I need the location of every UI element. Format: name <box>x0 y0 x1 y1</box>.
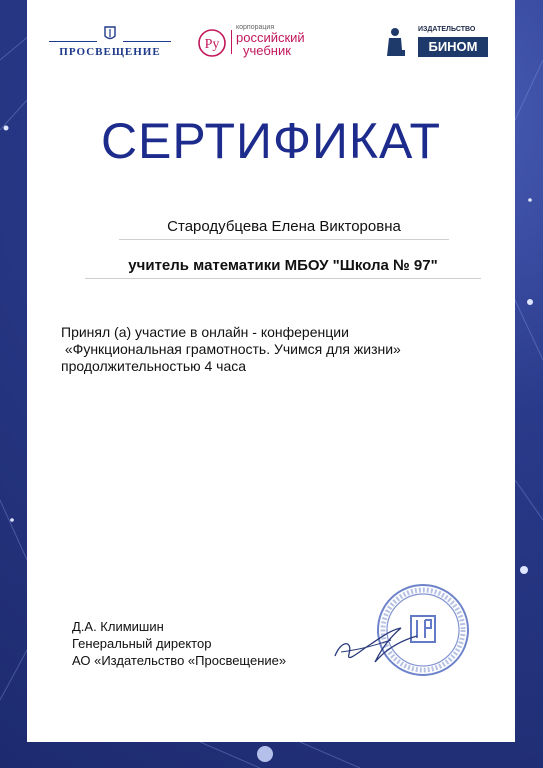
recipient-name: Стародубцева Елена Викторовна <box>119 218 449 240</box>
body-line: продолжительностью 4 часа <box>61 358 247 374</box>
certificate-title: СЕРТИФИКАТ <box>100 113 442 169</box>
signatory-title: Генеральный директор <box>72 636 212 651</box>
russian-textbook-mark: Ру <box>204 37 220 52</box>
russian-textbook-line1: российский <box>236 30 305 45</box>
body-line: Принял (а) участие в онлайн - конференции <box>61 324 349 340</box>
binom-small-label: ИЗДАТЕЛЬСТВО <box>418 26 476 33</box>
logo-divider <box>49 41 97 42</box>
signatory-organization: АО «Издательство «Просвещение» <box>72 653 287 668</box>
prosveshchenie-text: ПРОСВЕЩЕНИЕ <box>59 46 161 58</box>
russian-textbook-logo <box>197 24 347 64</box>
signatory-name: Д.А. Климишин <box>72 619 164 634</box>
prosveshchenie-emblem-icon <box>103 26 117 42</box>
russian-textbook-corporation: корпорация <box>236 24 275 31</box>
signature-icon <box>331 610 421 670</box>
russian-textbook-line2: учебник <box>243 43 291 58</box>
logo-divider <box>123 41 171 42</box>
certificate-body <box>61 324 491 375</box>
logo-bar <box>27 24 515 64</box>
logo-separator <box>231 30 232 54</box>
recipient-position: учитель математики МБОУ "Школа № 97" <box>85 257 481 279</box>
binom-logo <box>384 24 494 64</box>
binom-figure-icon <box>384 26 410 58</box>
russian-textbook-logo-icon <box>197 28 227 58</box>
signatory-block <box>72 618 286 669</box>
certificate-paper <box>27 0 515 742</box>
prosveshchenie-logo <box>49 24 171 64</box>
body-line: «Функциональная грамотность. Учимся для жизни» <box>61 341 401 357</box>
binom-name-box: БИНОМ <box>418 37 488 57</box>
